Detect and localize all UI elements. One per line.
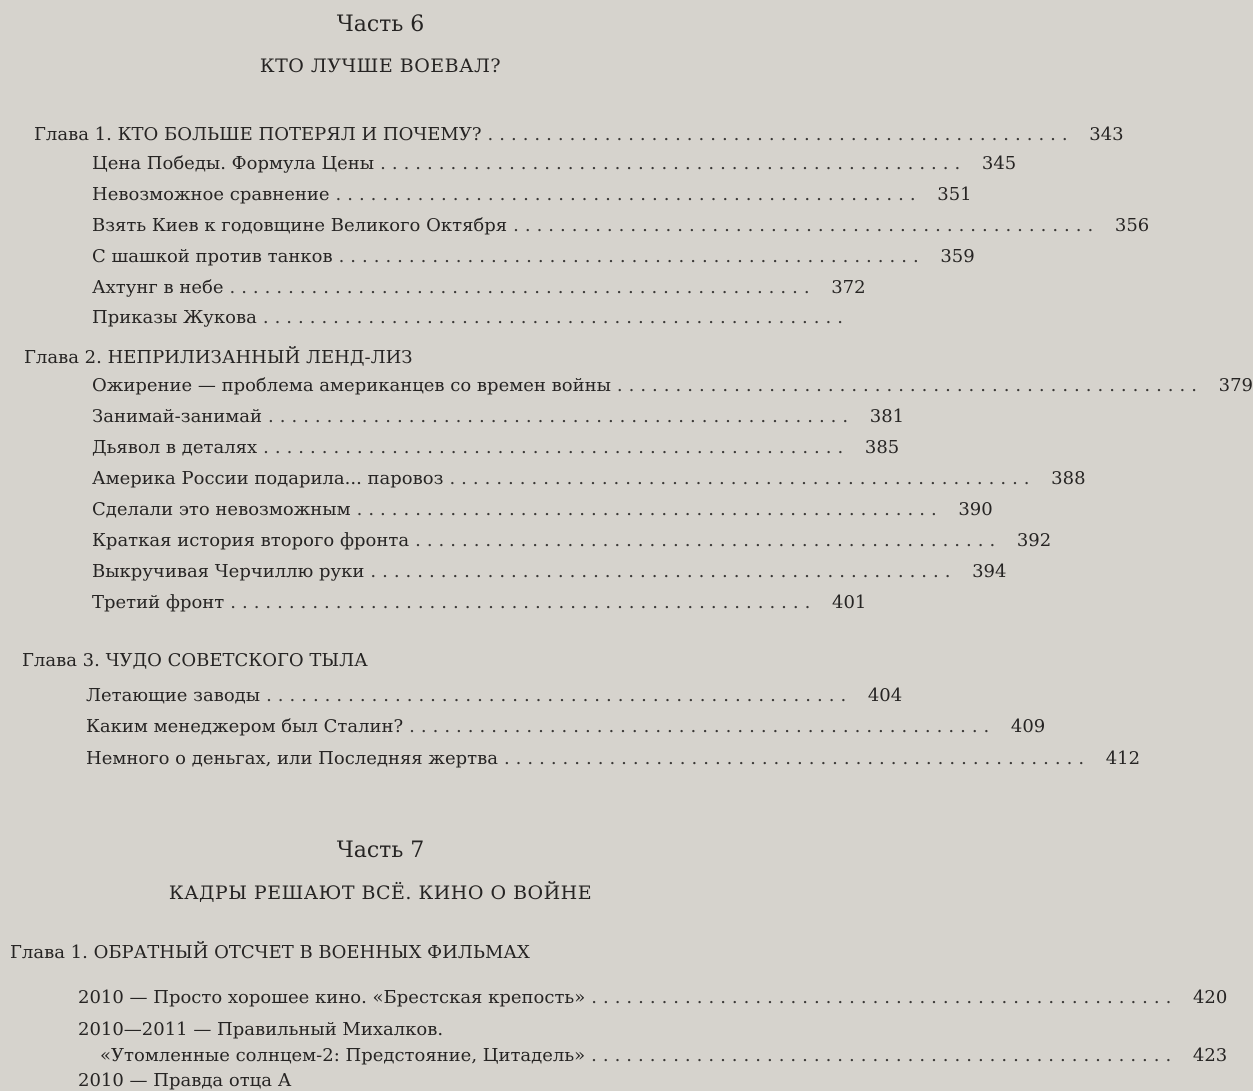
toc-entry[interactable] <box>92 561 1007 587</box>
toc-entry-line[interactable]: 2010 — Правда отца А <box>78 1070 292 1091</box>
toc-entry[interactable] <box>92 499 993 525</box>
chapter-title[interactable]: Глава 2. НЕПРИЛИЗАННЫЙ ЛЕНД-ЛИЗ <box>24 347 413 368</box>
toc-entry[interactable] <box>100 1045 1228 1071</box>
page-number: 404 <box>867 685 903 706</box>
entry-title: Выкручивая Черчиллю руки <box>92 561 365 582</box>
dot-leader: .................................................. <box>415 530 1002 551</box>
toc-entry[interactable] <box>92 592 867 618</box>
entry-title: 2010 — Просто хорошее кино. «Брестская крепость» <box>78 987 586 1008</box>
page-number: 351 <box>937 184 972 205</box>
chapter-title[interactable]: Глава 3. ЧУДО СОВЕТСКОГО ТЫЛА <box>22 650 368 671</box>
dot-leader: .................................................. <box>338 246 925 267</box>
dot-leader: .................................................. <box>263 437 850 458</box>
chapter-title: Глава 1. КТО БОЛЬШЕ ПОТЕРЯЛ И ПОЧЕМУ? <box>34 124 482 145</box>
page-number: 409 <box>1010 716 1046 737</box>
dot-leader: .................................................. <box>266 685 853 706</box>
entry-title: Ожирение — проблема американцев со времен войны <box>92 375 611 396</box>
page-number: 388 <box>1051 468 1086 489</box>
part-7-title: Часть 7 <box>336 838 425 863</box>
toc-entry[interactable] <box>92 153 1017 179</box>
toc-entry[interactable] <box>86 748 1141 774</box>
page-number: 390 <box>958 499 993 520</box>
entry-title: Занимай-занимай <box>92 406 263 427</box>
page-number: 356 <box>1114 215 1150 236</box>
entry-title: Каким менеджером был Сталин? <box>86 716 404 737</box>
dot-leader: .................................................. <box>513 215 1100 236</box>
toc-entry[interactable] <box>92 307 849 333</box>
entry-title: Сделали это невозможным <box>92 499 351 520</box>
toc-entry[interactable] <box>92 246 975 272</box>
page-number: 385 <box>864 437 900 458</box>
entry-title: Америка России подарила... паровоз <box>92 468 444 489</box>
entry-title: Цена Победы. Формула Цены <box>92 153 375 174</box>
entry-title: С шашкой против танков <box>92 246 333 267</box>
toc-entry[interactable] <box>78 987 1228 1013</box>
page-number: 392 <box>1016 530 1052 551</box>
entry-title: Взять Киев к годовщине Великого Октября <box>92 215 508 236</box>
toc-entry[interactable] <box>92 277 866 303</box>
toc-entry[interactable] <box>92 215 1150 241</box>
toc-entry[interactable] <box>92 406 905 432</box>
dot-leader: .................................................. <box>591 987 1178 1008</box>
dot-leader: .................................................. <box>229 277 816 298</box>
page-number: 412 <box>1105 748 1141 769</box>
toc-entry[interactable] <box>92 468 1086 494</box>
dot-leader: .................................................. <box>230 592 817 613</box>
chapter-title[interactable]: Глава 1. ОБРАТНЫЙ ОТСЧЕТ В ВОЕННЫХ ФИЛЬМАХ <box>10 942 530 963</box>
dot-leader: .................................................. <box>356 499 943 520</box>
toc-entry[interactable] <box>86 716 1046 742</box>
entry-title: Краткая история второго фронта <box>92 530 410 551</box>
entry-title: Третий фронт <box>92 592 225 613</box>
page-number: 381 <box>869 406 905 427</box>
page-number: 423 <box>1192 1045 1228 1066</box>
dot-leader: .................................................. <box>591 1045 1178 1066</box>
part-6-subtitle: КТО ЛУЧШЕ ВОЕВАЛ? <box>259 55 502 77</box>
entry-title: «Утомленные солнцем-2: Предстояние, Цитадель» <box>100 1045 586 1066</box>
page-number: 401 <box>832 592 867 613</box>
dot-leader: .................................................. <box>335 184 922 205</box>
dot-leader: .................................................. <box>370 561 957 582</box>
entry-title: Летающие заводы <box>86 685 261 706</box>
toc-entry[interactable] <box>92 184 972 210</box>
toc-entry[interactable] <box>92 530 1052 556</box>
entry-title: Немного о деньгах, или Последняя жертва <box>86 748 498 769</box>
entry-title: Дьявол в деталях <box>92 437 258 458</box>
toc-chapter-row[interactable] <box>34 124 1124 150</box>
page-number: 420 <box>1192 987 1228 1008</box>
page-number: 394 <box>972 561 1007 582</box>
page-number: 359 <box>940 246 975 267</box>
page-number: 343 <box>1089 124 1124 145</box>
toc-entry-line[interactable]: 2010—2011 — Правильный Михалков. <box>78 1019 444 1040</box>
entry-title: Ахтунг в небе <box>92 277 224 298</box>
dot-leader: .................................................. <box>503 748 1091 769</box>
toc-entry[interactable] <box>92 375 1253 401</box>
toc-entry[interactable] <box>92 437 900 463</box>
page-number: 372 <box>831 277 866 298</box>
dot-leader: .................................................. <box>380 153 967 174</box>
entry-title: Невозможное сравнение <box>92 184 330 205</box>
dot-leader: .................................................. <box>449 468 1036 489</box>
dot-leader: .................................................. <box>487 124 1074 145</box>
dot-leader: .................................................. <box>268 406 855 427</box>
page-number: 345 <box>981 153 1017 174</box>
dot-leader: .................................................. <box>616 375 1203 396</box>
page-number: 379 <box>1218 375 1253 396</box>
entry-title: Приказы Жукова <box>92 307 257 328</box>
toc-entry[interactable] <box>86 685 903 711</box>
dot-leader: .................................................. <box>262 307 849 328</box>
part-6-title: Часть 6 <box>336 12 425 37</box>
dot-leader: .................................................. <box>409 716 996 737</box>
part-7-subtitle: КАДРЫ РЕШАЮТ ВСЁ. КИНО О ВОЙНЕ <box>168 882 593 904</box>
